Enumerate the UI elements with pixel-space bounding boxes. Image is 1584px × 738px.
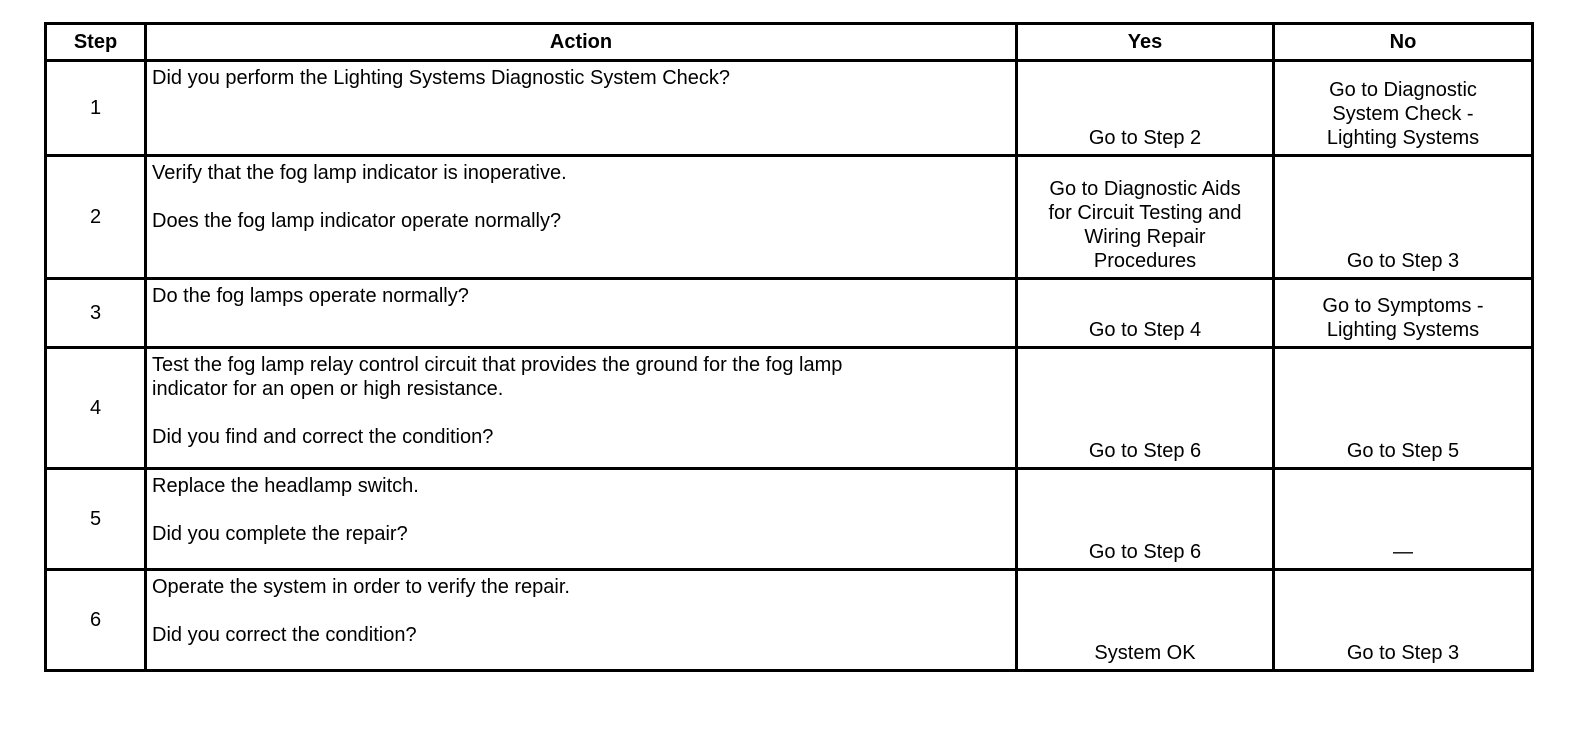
action-question: Did you complete the repair? bbox=[152, 523, 408, 545]
no-text: Go to Symptoms - bbox=[1322, 295, 1484, 317]
yes-text: Go to Step 6 bbox=[1088, 440, 1202, 462]
action-question: Did you correct the condition? bbox=[152, 624, 417, 646]
action-cell bbox=[146, 279, 1017, 348]
yes-text: Procedures bbox=[1093, 250, 1197, 272]
no-text: — bbox=[1393, 541, 1413, 563]
yes-text: Wiring Repair bbox=[1084, 226, 1206, 248]
no-text: Lighting Systems bbox=[1326, 319, 1480, 341]
yes-text: Go to Diagnostic Aids bbox=[1049, 178, 1241, 200]
yes-text: for Circuit Testing and bbox=[1048, 202, 1242, 224]
action-text: Replace the headlamp switch. bbox=[152, 475, 419, 497]
action-text: Test the fog lamp relay control circuit that provides the ground for the fog lamp bbox=[152, 354, 843, 376]
step-number: 1 bbox=[46, 61, 146, 156]
action-cell bbox=[146, 156, 1017, 279]
no-cell bbox=[1274, 279, 1533, 348]
table-row bbox=[46, 61, 1533, 156]
action-text: Verify that the fog lamp indicator is inoperative. bbox=[152, 162, 567, 184]
header-step: Step bbox=[46, 24, 146, 61]
table-row bbox=[46, 570, 1533, 671]
yes-cell bbox=[1017, 61, 1274, 156]
action-cell bbox=[146, 570, 1017, 671]
step-number: 3 bbox=[46, 279, 146, 348]
action-text: Did you perform the Lighting Systems Diagnostic System Check? bbox=[152, 67, 731, 89]
header-yes: Yes bbox=[1017, 24, 1274, 61]
no-cell bbox=[1274, 156, 1533, 279]
action-text: Do the fog lamps operate normally? bbox=[152, 285, 469, 307]
table-row bbox=[46, 156, 1533, 279]
no-text: Go to Diagnostic bbox=[1329, 79, 1477, 101]
action-cell bbox=[146, 469, 1017, 570]
action-question: Did you find and correct the condition? bbox=[152, 426, 494, 448]
yes-text: Go to Step 6 bbox=[1088, 541, 1202, 563]
action-question: Does the fog lamp indicator operate normally? bbox=[152, 210, 562, 232]
action-cell bbox=[146, 61, 1017, 156]
yes-cell bbox=[1017, 279, 1274, 348]
step-number: 4 bbox=[46, 348, 146, 469]
yes-cell bbox=[1017, 570, 1274, 671]
header-row bbox=[46, 24, 1533, 61]
action-cell bbox=[146, 348, 1017, 469]
action-text: Operate the system in order to verify the repair. bbox=[152, 576, 570, 598]
yes-cell bbox=[1017, 348, 1274, 469]
no-text: System Check - bbox=[1332, 103, 1474, 125]
no-text: Lighting Systems bbox=[1326, 127, 1480, 149]
table-row bbox=[46, 348, 1533, 469]
yes-cell bbox=[1017, 469, 1274, 570]
yes-text: Go to Step 4 bbox=[1088, 319, 1202, 341]
no-text: Go to Step 5 bbox=[1346, 440, 1460, 462]
yes-cell bbox=[1017, 156, 1274, 279]
diagnostic-table bbox=[44, 22, 1534, 672]
no-text: Go to Step 3 bbox=[1346, 250, 1460, 272]
no-text: Go to Step 3 bbox=[1346, 642, 1460, 664]
no-cell bbox=[1274, 469, 1533, 570]
no-cell bbox=[1274, 348, 1533, 469]
table-row bbox=[46, 469, 1533, 570]
action-text: indicator for an open or high resistance. bbox=[152, 378, 504, 400]
yes-text: Go to Step 2 bbox=[1088, 127, 1202, 149]
header-no: No bbox=[1274, 24, 1533, 61]
no-cell bbox=[1274, 570, 1533, 671]
table-row bbox=[46, 279, 1533, 348]
step-number: 5 bbox=[46, 469, 146, 570]
no-cell bbox=[1274, 61, 1533, 156]
header-action: Action bbox=[146, 24, 1017, 61]
yes-text: System OK bbox=[1094, 642, 1196, 664]
step-number: 2 bbox=[46, 156, 146, 279]
step-number: 6 bbox=[46, 570, 146, 671]
